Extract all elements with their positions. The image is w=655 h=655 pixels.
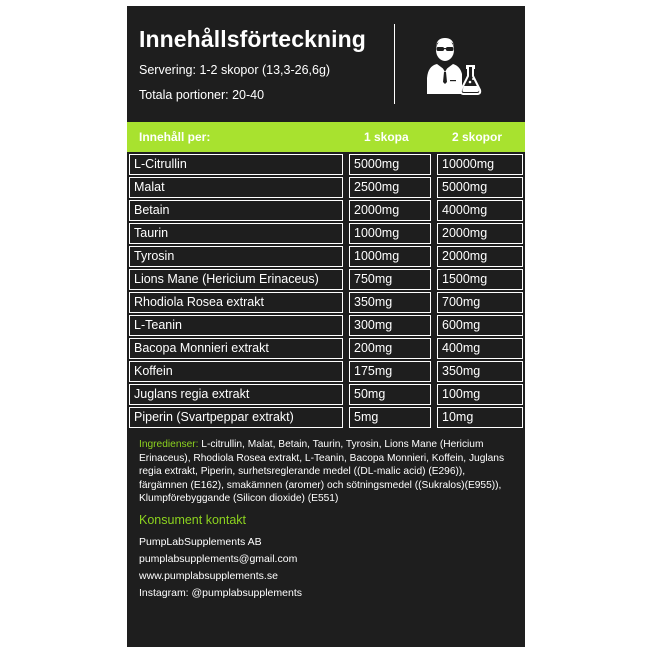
table-row — [127, 200, 525, 223]
contact-website: www.pumplabsupplements.se — [139, 570, 278, 582]
ingredient-name: Piperin (Svartpeppar extrakt) — [129, 407, 343, 428]
column-header-1-scoop: 1 skopa — [364, 130, 409, 144]
amount-2-scoops: 100mg — [437, 384, 523, 405]
amount-1-scoop: 1000mg — [349, 246, 431, 267]
amount-1-scoop: 200mg — [349, 338, 431, 359]
amount-1-scoop: 750mg — [349, 269, 431, 290]
total-portions: Totala portioner: 20-40 — [139, 88, 265, 102]
amount-2-scoops: 600mg — [437, 315, 523, 336]
table-row — [127, 269, 525, 292]
amount-2-scoops: 10000mg — [437, 154, 523, 175]
amount-2-scoops: 4000mg — [437, 200, 523, 221]
table-row — [127, 407, 525, 430]
scientist-icon — [423, 36, 483, 98]
ingredient-name: Tyrosin — [129, 246, 343, 267]
contact-instagram: Instagram: @pumplabsupplements — [139, 587, 302, 599]
serving-size: Servering: 1-2 skopor (13,3-26,6g) — [139, 63, 331, 77]
table-row — [127, 292, 525, 315]
amount-1-scoop: 5000mg — [349, 154, 431, 175]
amount-2-scoops: 700mg — [437, 292, 523, 313]
table-row — [127, 223, 525, 246]
table-row — [127, 154, 525, 177]
amount-2-scoops: 2000mg — [437, 223, 523, 244]
amount-1-scoop: 350mg — [349, 292, 431, 313]
amount-2-scoops: 1500mg — [437, 269, 523, 290]
panel-header — [127, 6, 525, 120]
amount-2-scoops: 400mg — [437, 338, 523, 359]
amount-2-scoops: 5000mg — [437, 177, 523, 198]
ingredient-name: Bacopa Monnieri extrakt — [129, 338, 343, 359]
table-row — [127, 384, 525, 407]
ingredient-name: Rhodiola Rosea extrakt — [129, 292, 343, 313]
nutrition-panel — [127, 6, 525, 647]
ingredient-name: Lions Mane (Hericium Erinaceus) — [129, 269, 343, 290]
amount-1-scoop: 175mg — [349, 361, 431, 382]
contact-title: Konsument kontakt — [139, 513, 247, 527]
ingredients-text — [139, 438, 515, 506]
amount-1-scoop: 2500mg — [349, 177, 431, 198]
ingredient-name: Taurin — [129, 223, 343, 244]
table-row — [127, 338, 525, 361]
contact-company: PumpLabSupplements AB — [139, 536, 262, 548]
page-title: Innehållsförteckning — [139, 26, 366, 52]
amount-1-scoop: 2000mg — [349, 200, 431, 221]
table-row — [127, 246, 525, 269]
amount-1-scoop: 50mg — [349, 384, 431, 405]
ingredient-name: Koffein — [129, 361, 343, 382]
nutrition-table — [127, 154, 525, 430]
ingredients-list: L-citrullin, Malat, Betain, Taurin, Tyrosin, Lions Mane (Hericium Erinaceus), Rhodiola Rosea extrakt, L-Teanin, Bacopa Monnieri, Koffein, Juglans regia extrakt, Piperin, surhetsreglerande medel ((DL-malic acid) (E296)), färgämnen (E162), smakämnen (aromer) och sötningsmedel ((Sukralos)(E955)), Klumpförebyggande (Silicon dioxide) (E551) — [139, 439, 505, 505]
header-divider — [394, 24, 395, 104]
amount-2-scoops: 2000mg — [437, 246, 523, 267]
column-header-content: Innehåll per: — [139, 130, 211, 144]
table-row — [127, 177, 525, 200]
column-header-2-scoops: 2 skopor — [452, 130, 503, 144]
ingredients-label: Ingredienser: — [139, 439, 199, 450]
table-header — [127, 122, 525, 152]
ingredient-name: Betain — [129, 200, 343, 221]
amount-2-scoops: 350mg — [437, 361, 523, 382]
amount-2-scoops: 10mg — [437, 407, 523, 428]
contact-email: pumplabsupplements@gmail.com — [139, 553, 298, 565]
table-row — [127, 315, 525, 338]
table-row — [127, 361, 525, 384]
amount-1-scoop: 5mg — [349, 407, 431, 428]
ingredient-name: L-Citrullin — [129, 154, 343, 175]
ingredient-name: Juglans regia extrakt — [129, 384, 343, 405]
ingredient-name: L-Teanin — [129, 315, 343, 336]
amount-1-scoop: 1000mg — [349, 223, 431, 244]
amount-1-scoop: 300mg — [349, 315, 431, 336]
ingredient-name: Malat — [129, 177, 343, 198]
